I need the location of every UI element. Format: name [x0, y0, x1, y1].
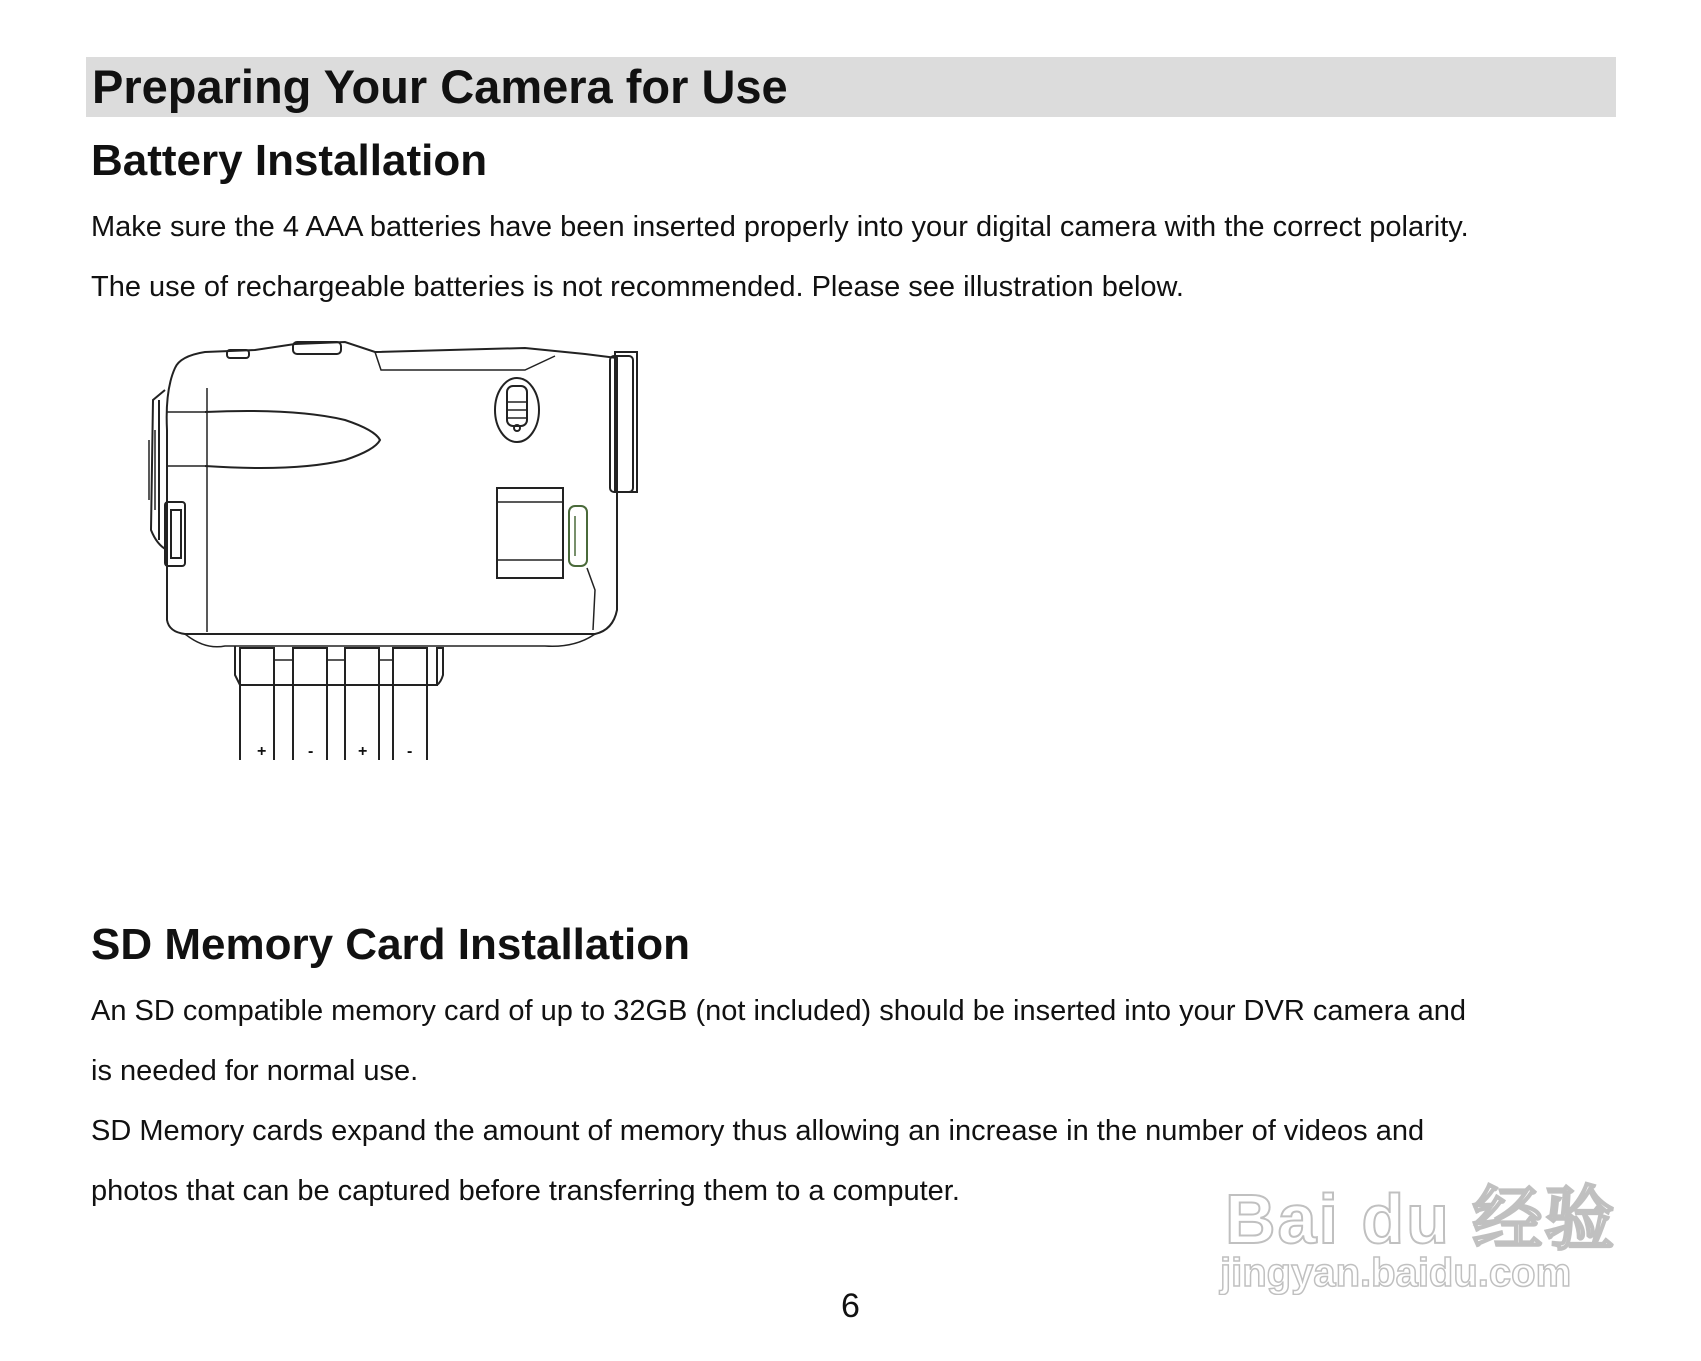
polarity-label: +	[358, 743, 368, 760]
battery-text-line-2: The use of rechargeable batteries is not recommended. Please see illustration below.	[91, 271, 1184, 303]
polarity-label: -	[308, 743, 314, 760]
sd-text-line-4: photos that can be captured before transferring them to a computer.	[91, 1175, 960, 1207]
sd-text-line-2: is needed for normal use.	[91, 1055, 419, 1087]
sd-text-line-3: SD Memory cards expand the amount of memory thus allowing an increase in the number of videos and	[91, 1115, 1425, 1147]
title-bar	[86, 57, 1616, 117]
watermark-url: jingyan.baidu.com	[1220, 1251, 1572, 1295]
battery-text-line-1: Make sure the 4 AAA batteries have been inserted properly into your digital camera with the correct polarity.	[91, 211, 1469, 243]
watermark-logo: Bai du 经验	[1225, 1180, 1617, 1258]
polarity-label: -	[407, 743, 413, 760]
sd-heading: SD Memory Card Installation	[91, 920, 691, 969]
polarity-label: +	[257, 743, 267, 760]
page-title: Preparing Your Camera for Use	[92, 60, 788, 113]
battery-heading: Battery Installation	[91, 136, 488, 185]
page-number: 6	[841, 1287, 860, 1325]
camcorder-battery-illustration	[145, 330, 685, 760]
sd-text-line-1: An SD compatible memory card of up to 32GB (not included) should be inserted into your DVR camera and	[91, 995, 1466, 1027]
baidu-watermark	[1210, 1163, 1620, 1303]
